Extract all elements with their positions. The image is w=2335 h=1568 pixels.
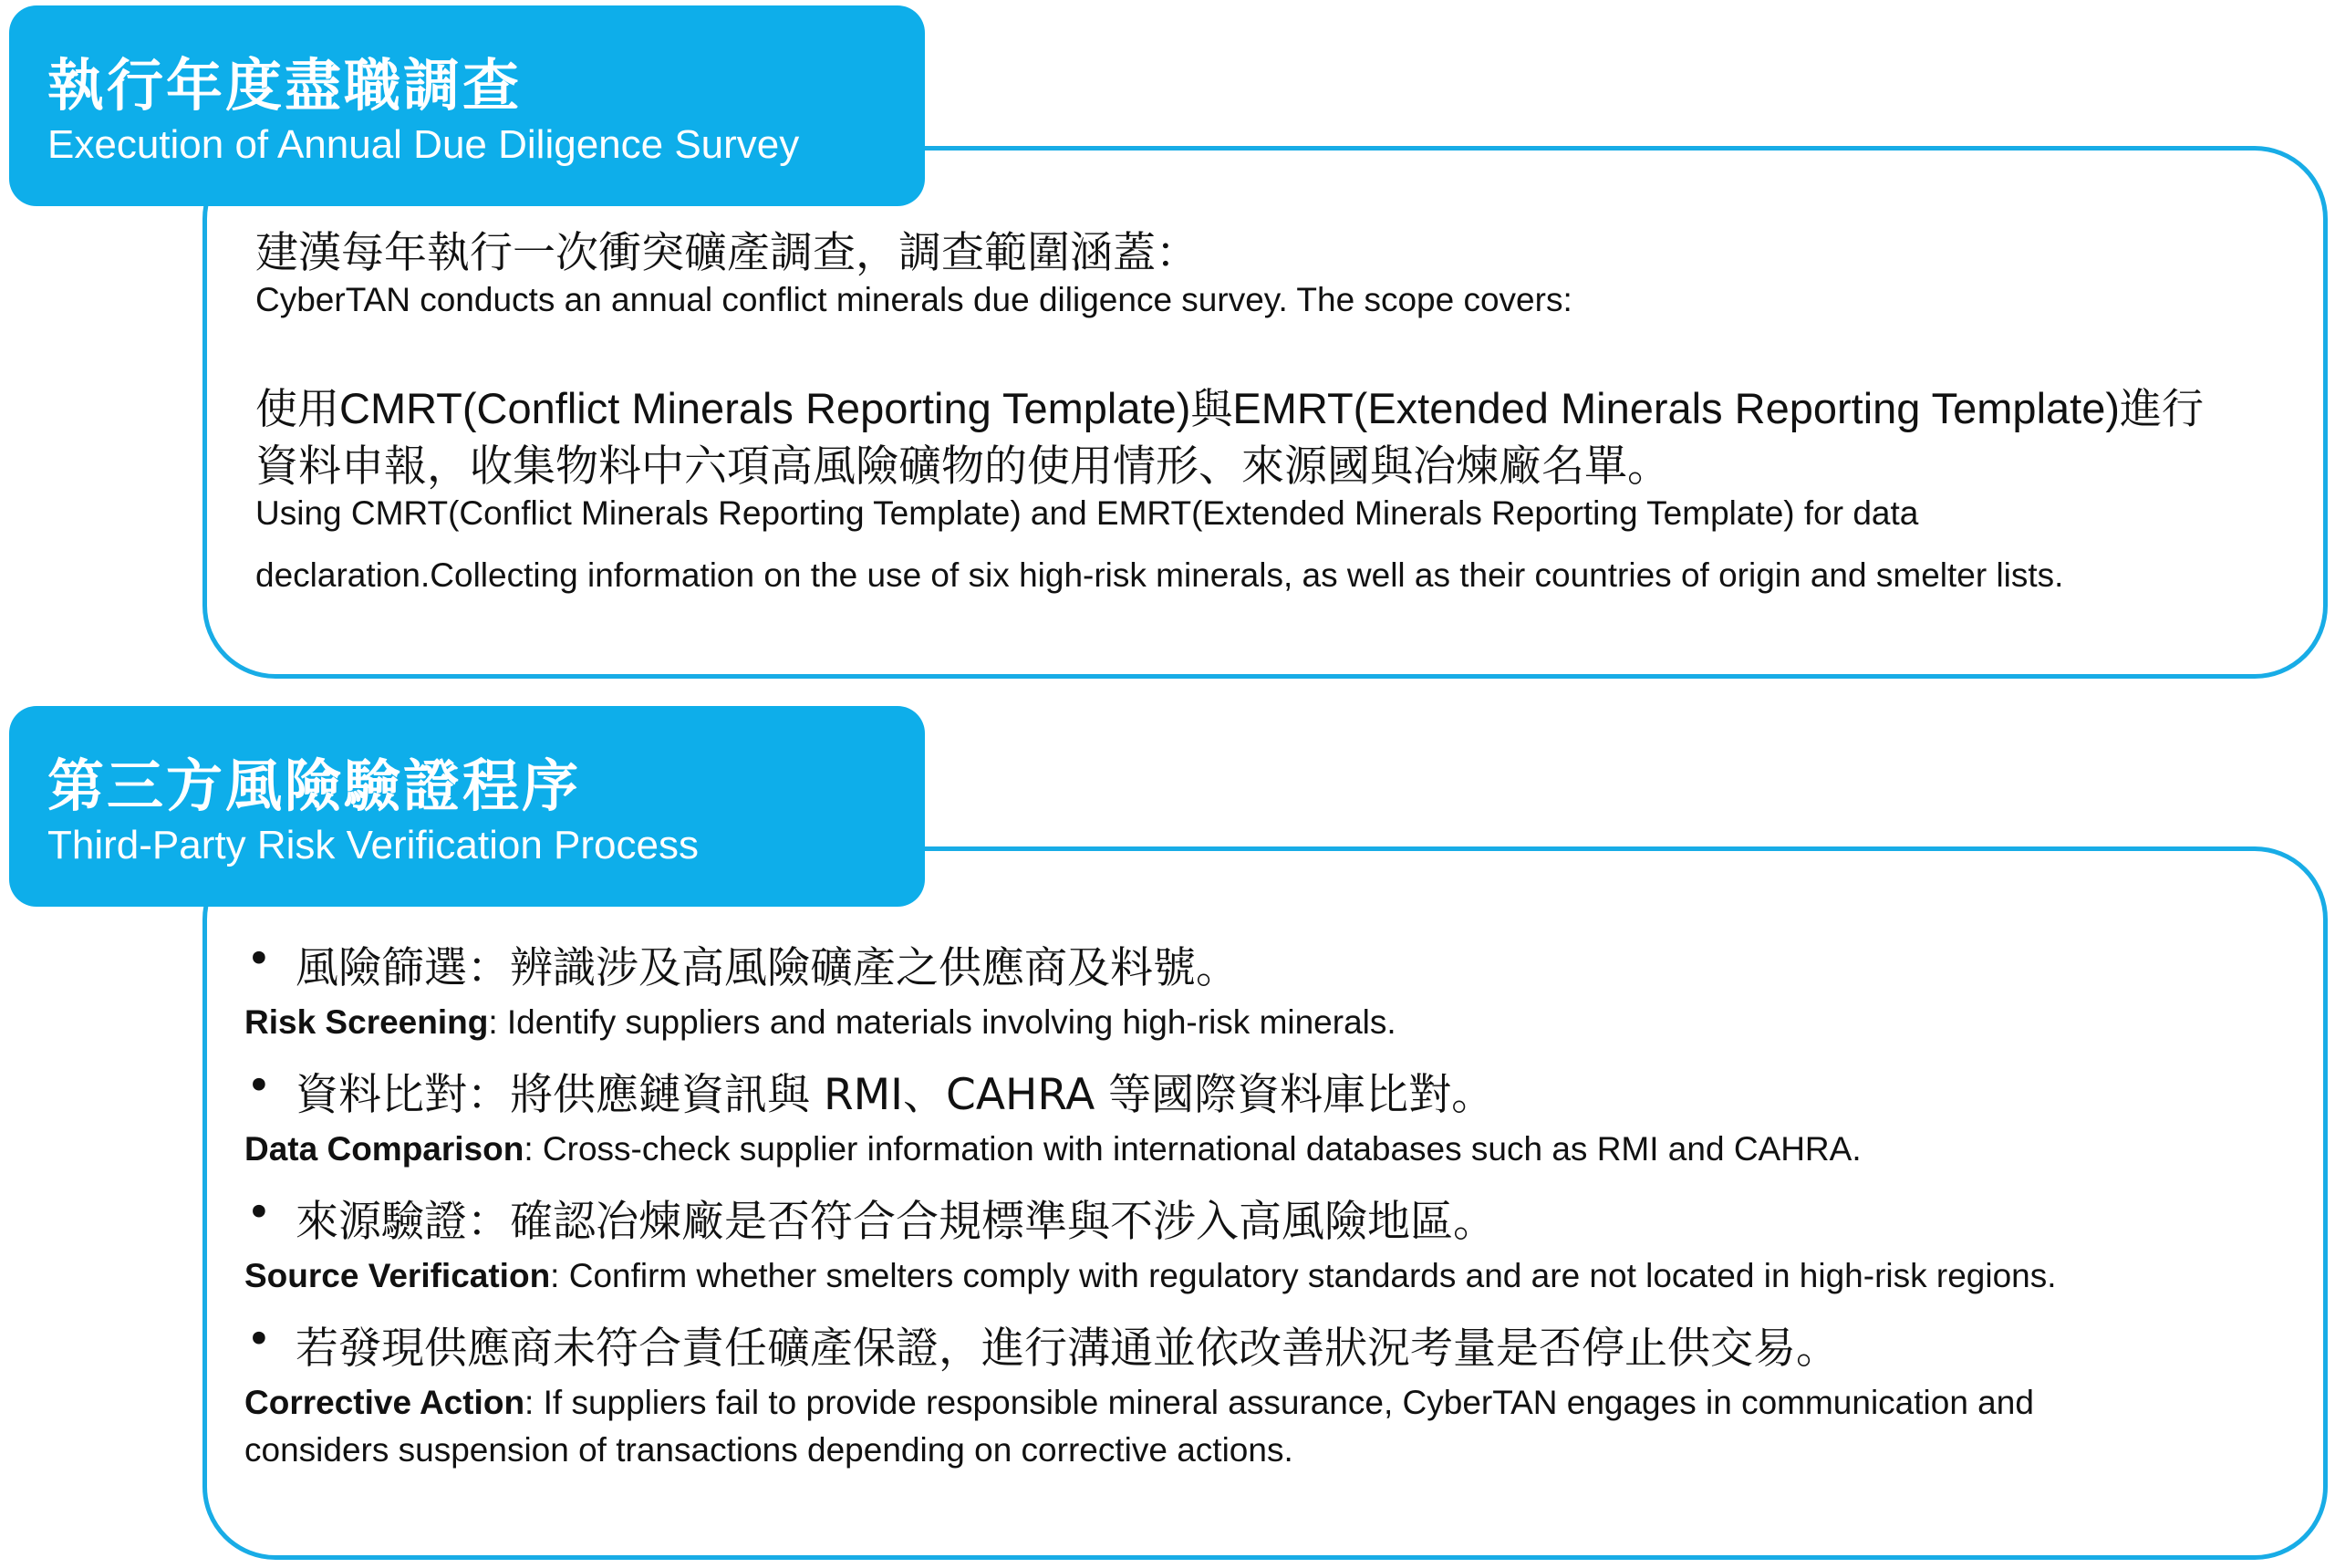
corrective-action-text: : If suppliers fail to provide responsible mineral assurance, CyberTAN engages in communication and bbox=[524, 1384, 2034, 1421]
data-comparison-en bbox=[244, 1126, 1862, 1173]
corrective-action-zh: • 若發現供應商未符合責任礦產保證，進行溝通並依改善狀況考量是否停止供交易。 bbox=[244, 1314, 2034, 1376]
section2-title-zh: 第三方風險驗證程序 bbox=[47, 753, 582, 819]
detail-zh-part-e: 進行 bbox=[2120, 384, 2204, 433]
section1-header-tab bbox=[9, 5, 925, 206]
corrective-action-label: Corrective Action bbox=[244, 1384, 525, 1421]
section1-title-zh: 執行年度盡職調查 bbox=[47, 52, 523, 119]
risk-screening-label: Risk Screening bbox=[244, 1003, 489, 1041]
section1-detail-en-line2: declaration.Collecting information on the use of six high-risk minerals, as well as their countries of origin and smelter lists. bbox=[255, 556, 2064, 594]
detail-zh-part-b: CMRT(Conflict Minerals Reporting Template) bbox=[339, 384, 1191, 432]
risk-screening-zh: • 風險篩選：辨識涉及高風險礦產之供應商及料號。 bbox=[244, 934, 1396, 995]
section2-title-en: Third-Party Risk Verification Process bbox=[47, 823, 699, 867]
source-verification-text: : Confirm whether smelters comply with regulatory standards and are not located in high-risk regions. bbox=[550, 1257, 2057, 1294]
section1-title-en: Execution of Annual Due Diligence Survey bbox=[47, 122, 800, 167]
risk-screening-text: : Identify suppliers and materials involving high-risk minerals. bbox=[488, 1003, 1396, 1041]
list-item-source-verification bbox=[244, 1188, 2057, 1300]
detail-zh-part-d: EMRT(Extended Minerals Reporting Template) bbox=[1232, 384, 2120, 432]
section1-intro-zh: 建漢每年執行一次衝突礦產調查，調查範圍涵蓋： bbox=[255, 228, 1199, 278]
corrective-action-en-line2: considers suspension of transactions depending on corrective actions. bbox=[244, 1431, 1293, 1469]
data-comparison-zh: • 資料比對：將供應鏈資訊與 RMI、CAHRA 等國際資料庫比對。 bbox=[244, 1061, 1862, 1122]
source-verification-zh: • 來源驗證：確認冶煉廠是否符合合規標準與不涉入高風險地區。 bbox=[244, 1188, 2057, 1249]
detail-zh-part-c: 與 bbox=[1190, 384, 1233, 433]
list-item-risk-screening bbox=[244, 934, 1396, 1046]
section2-header-tab bbox=[9, 706, 925, 907]
data-comparison-text: : Cross-check supplier information with international databases such as RMI and CAHRA. bbox=[524, 1130, 1862, 1168]
section1-detail-zh-line2: 資料申報，收集物料中六項高風險礦物的使用情形、來源國與冶煉廠名單。 bbox=[255, 441, 1670, 492]
corrective-action-en bbox=[244, 1379, 2034, 1427]
risk-screening-en bbox=[244, 999, 1396, 1046]
source-verification-label: Source Verification bbox=[244, 1257, 551, 1294]
section1-intro-en: CyberTAN conducts an annual conflict minerals due diligence survey. The scope covers: bbox=[255, 281, 1572, 318]
detail-zh-part-a: 使用 bbox=[255, 384, 339, 433]
section1-detail-zh-line1 bbox=[255, 376, 2204, 436]
data-comparison-label: Data Comparison bbox=[244, 1130, 524, 1168]
list-item-corrective-action bbox=[244, 1314, 2034, 1474]
section1-detail-en-line1: Using CMRT(Conflict Minerals Reporting Template) and EMRT(Extended Minerals Reporting Template) for data bbox=[255, 494, 1919, 532]
source-verification-en bbox=[244, 1252, 2057, 1300]
list-item-data-comparison bbox=[244, 1061, 1862, 1173]
